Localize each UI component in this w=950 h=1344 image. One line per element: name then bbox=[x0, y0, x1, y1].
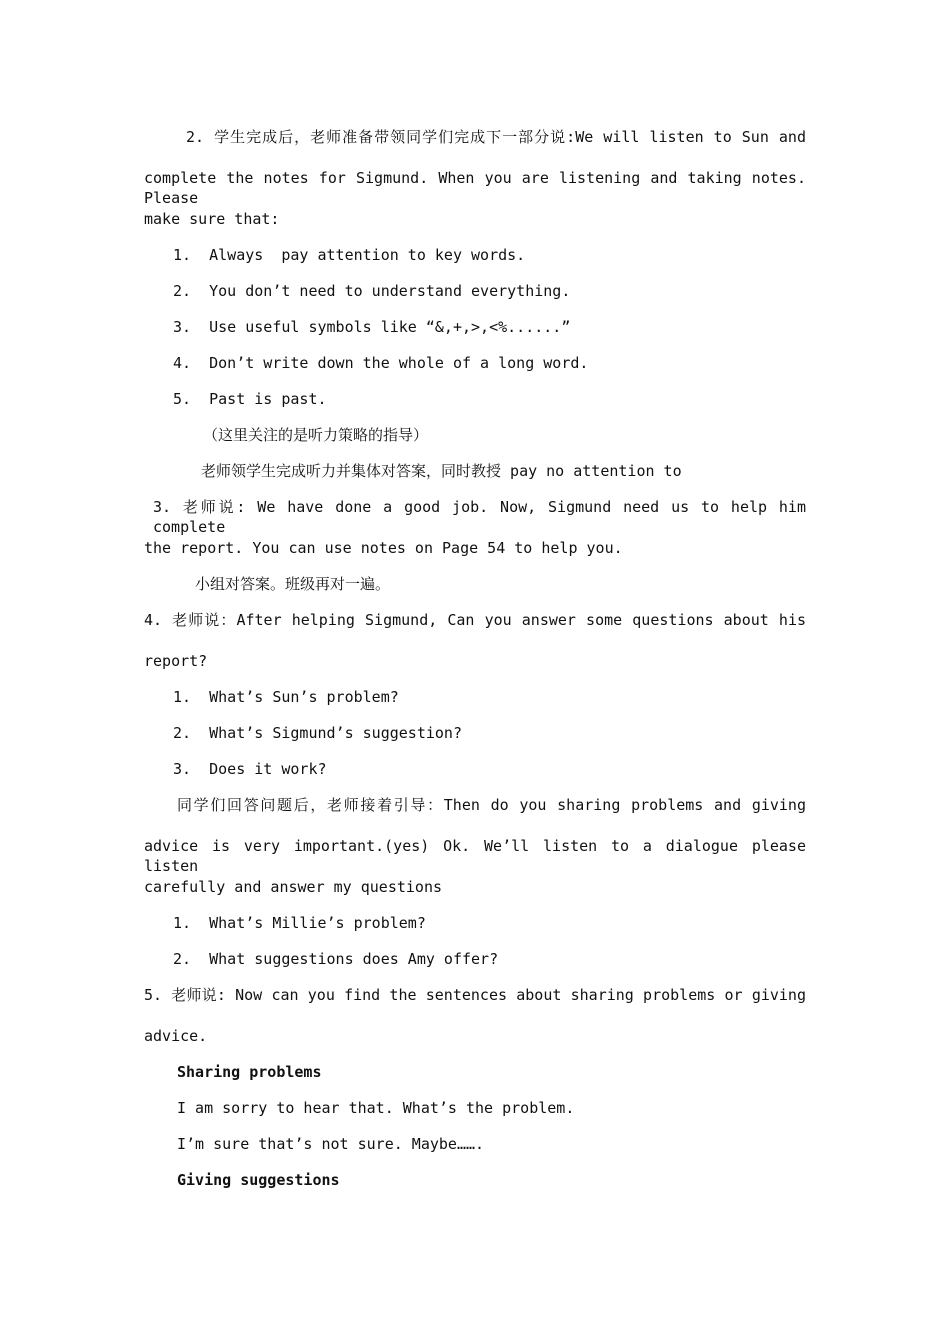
section-2-line-2: complete the notes for Sigmund. When you are listening and taking notes. Please bbox=[144, 169, 806, 207]
section-3-note: 小组对答案。班级再对一遍。 bbox=[195, 575, 391, 593]
list-item: 3. Use useful symbols like “&,+,>,<%......” bbox=[173, 318, 571, 336]
section-4-para-1: 同学们回答问题后，老师接着引导：Then do you sharing problems and giving bbox=[177, 796, 806, 814]
section-4-para-3: carefully and answer my questions bbox=[144, 878, 443, 896]
list-item: 4. Don’t write down the whole of a long word. bbox=[173, 354, 589, 372]
list-item: 5. Past is past. bbox=[173, 390, 327, 408]
list-item: 2. You don’t need to understand everything. bbox=[173, 282, 571, 300]
list-item: 1. Always pay attention to key words. bbox=[173, 246, 526, 264]
section-5-line-2: advice. bbox=[144, 1027, 208, 1045]
section-4-line-2: report? bbox=[144, 652, 208, 670]
section-2-note-1: （这里关注的是听力策略的指导） bbox=[203, 426, 429, 444]
list-item: 2. What’s Sigmund’s suggestion? bbox=[173, 724, 462, 742]
section-3-line-2: the report. You can use notes on Page 54 to help you. bbox=[144, 539, 623, 557]
list-item: 3. Does it work? bbox=[173, 760, 327, 778]
section-4-para-2: advice is very important.(yes) Ok. We’ll listen to a dialogue please listen bbox=[144, 837, 806, 875]
list-item: 1. What’s Millie’s problem? bbox=[173, 914, 426, 932]
list-item: 1. What’s Sun’s problem? bbox=[173, 688, 399, 706]
sharing-problems-heading: Sharing problems bbox=[177, 1063, 322, 1081]
section-3-line-1: 3. 老师说: We have done a good job. Now, Sigmund need us to help him complete bbox=[153, 498, 806, 536]
section-4-line-1: 4. 老师说：After helping Sigmund, Can you answer some questions about his bbox=[144, 611, 806, 629]
section-2-line-3: make sure that: bbox=[144, 210, 280, 228]
giving-suggestions-heading: Giving suggestions bbox=[177, 1171, 340, 1189]
sharing-problems-sentence: I am sorry to hear that. What’s the problem. bbox=[177, 1099, 575, 1117]
list-item: 2. What suggestions does Amy offer? bbox=[173, 950, 499, 968]
section-2-note-2: 老师领学生完成听力并集体对答案，同时教授 pay no attention to bbox=[201, 462, 682, 480]
sharing-problems-sentence: I’m sure that’s not sure. Maybe……. bbox=[177, 1135, 485, 1153]
section-5-line-1: 5. 老师说: Now can you find the sentences about sharing problems or giving bbox=[144, 986, 806, 1004]
section-2-line-1: 2. 学生完成后，老师准备带领同学们完成下一部分说:We will listen to Sun and bbox=[186, 128, 806, 146]
